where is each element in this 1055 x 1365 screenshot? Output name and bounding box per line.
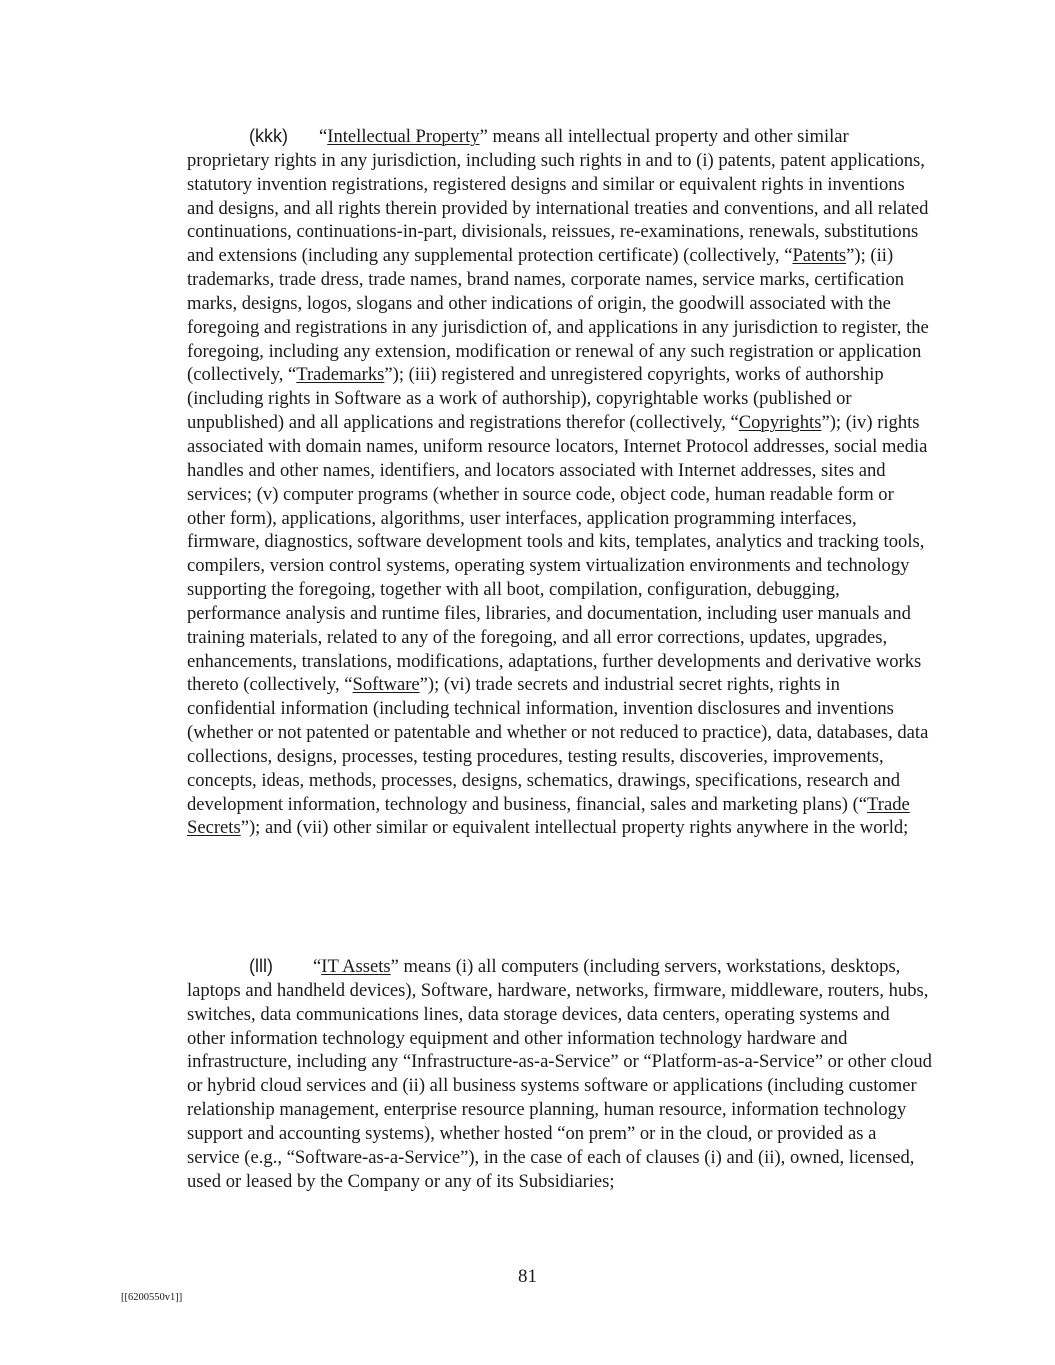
defined-term: Intellectual Property — [327, 126, 480, 147]
page-number: 81 — [518, 1266, 537, 1287]
defined-term: Copyrights — [738, 412, 822, 434]
definition-it-assets — [187, 955, 932, 1193]
definition-text: ”); (vi) trade secrets and industrial secret rights, rights in confidential information (including technical information, invention disclosures and inventions (whether or not patented or patentable and whether or not reduced to practice), data, databases, data collections, designs, processes, testing procedures, testing results, discoveries, improvements, concepts, ideas, methods, processes, designs, schematics, drawings, specifications, research and development information, technology and business, financial, sales and marketing plans) (“ — [187, 674, 929, 815]
defined-term: Trademarks — [296, 364, 385, 386]
defined-term: Trade Secrets — [187, 793, 910, 839]
defined-term: Patents — [792, 245, 847, 267]
definition-text: ” means all intellectual property and other similar proprietary rights in any jurisdiction, including such rights in and to (i) patents, patent applications, statutory invention registrations, registered designs and similar or equivalent rights in inventions and designs, and all rights therein provided by international treaties and conventions, and all related continuations, continuations-in-part, divisionals, reissues, re-examinations, renewals, substitutions and extensions (including any supplemental protection certificate) (collectively, “ — [187, 126, 929, 267]
defined-term: IT Assets — [321, 956, 391, 977]
defined-term: Software — [352, 674, 420, 696]
open-quote: “ — [313, 956, 322, 977]
section-marker: (lll) — [249, 956, 273, 976]
definition-text: ”); (iii) registered and unregistered copyrights, works of authorship (including rights in Software as a work of authorship), copyrightable works (published or unpublished) and all applications and registrations therefor (collectively, “ — [187, 364, 884, 434]
definition-text: ”); (ii) trademarks, trade dress, trade names, brand names, corporate names, service marks, certification marks, designs, logos, slogans and other indications of origin, the goodwill associated with the foregoing and registrations in any jurisdiction of, and applications in any jurisdiction to register, the foregoing, including any extension, modification or renewal of any such registration or application (collectively, “ — [187, 245, 929, 386]
section-marker: (kkk) — [249, 126, 288, 146]
definition-text: ” means (i) all computers (including servers, workstations, desktops, laptops and handheld devices), Software, hardware, networks, firmware, middleware, routers, hubs, switches, data communications lines, data storage devices, data centers, operating systems and other information technology equipment and other information technology hardware and infrastructure, including any “Infrastructure-as-a-Service” or “Platform-as-a-Service” or other cloud or hybrid cloud services and (ii) all business systems software or applications (including customer relationship management, enterprise resource planning, human resource, information technology support and accounting systems), whether hosted “on prem” or in the cloud, or provided as a service (e.g., “Software-as-a-Service”), in the case of each of clauses (i) and (ii), owned, licensed, used or leased by the Company or any of its Subsidiaries; — [187, 956, 932, 1192]
definition-text: ”); and (vii) other similar or equivalent intellectual property rights anywhere in the world; — [240, 817, 909, 839]
document-id: [[6200550v1]] — [121, 1292, 183, 1303]
definition-text: ”); (iv) rights associated with domain names, uniform resource locators, Internet Protocol addresses, social media handles and other names, identifiers, and locators associated with Internet addresses, sites and services; (v) computer programs (whether in source code, object code, human readable form or other form), applications, algorithms, user interfaces, application programming interfaces, firmware, diagnostics, software development tools and kits, templates, analytics and tracking tools, compilers, version control systems, operating system virtualization environments and technology supporting the foregoing, together with all boot, compilation, configuration, debugging, performance analysis and runtime files, libraries, and documentation, including user manuals and training materials, related to any of the foregoing, and all error corrections, updates, upgrades, enhancements, translations, modifications, adaptations, further developments and derivative works thereto (collectively, “ — [187, 412, 928, 696]
open-quote: “ — [319, 126, 328, 147]
definition-intellectual-property — [187, 125, 932, 840]
